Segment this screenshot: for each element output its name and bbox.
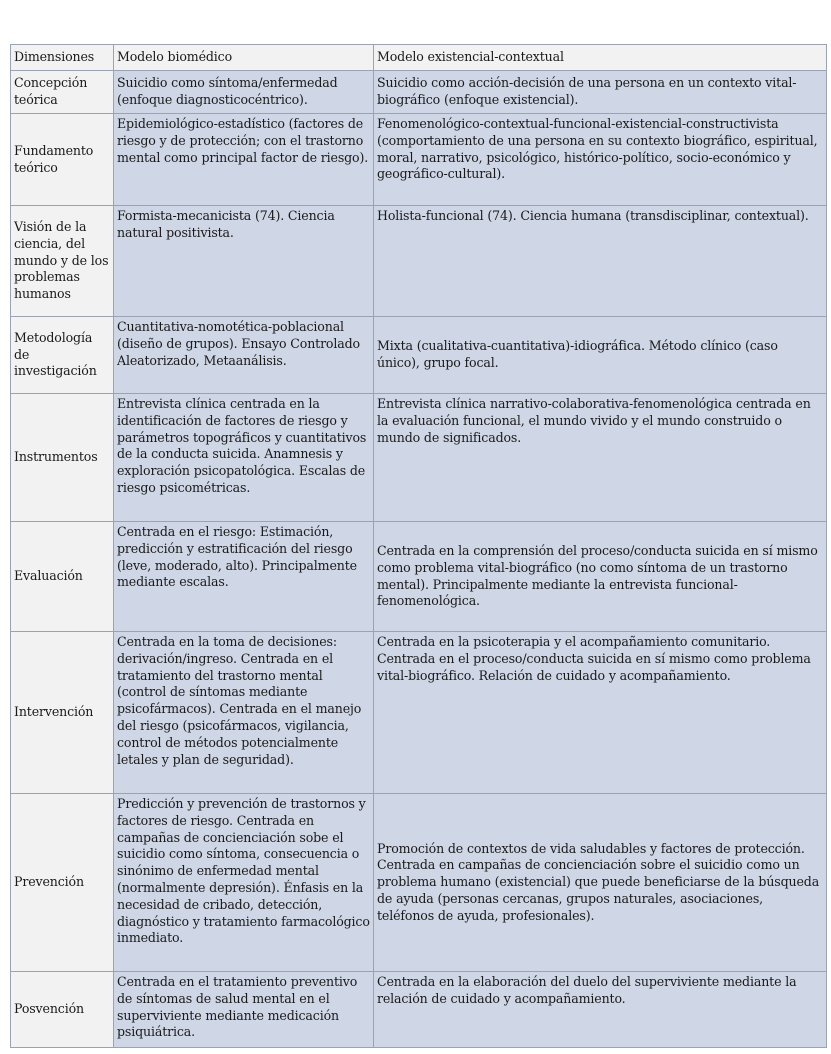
existencial-cell: Suicidio como acción-decisión de una persona en un contexto vital-biográfico (enfoque existencial). (374, 71, 827, 114)
header-dimensiones: Dimensiones (11, 45, 114, 71)
existencial-cell: Centrada en la psicoterapia y el acompañamiento comunitario. Centrada en el proceso/conducta suicida en sí mismo como problema vital-biográfico. Relación de cuidado y acompañamiento. (374, 632, 827, 794)
biomedico-cell: Centrada en el tratamiento preventivo de síntomas de salud mental en el superviviente mediante medicación psiquiátrica. (114, 972, 374, 1048)
existencial-cell: Centrada en la comprensión del proceso/conducta suicida en sí mismo como problema vital-biográfico (no como síntoma de un trastorno mental). Principalmente mediante la entrevista funcional-fenomenológica. (374, 522, 827, 632)
biomedico-cell: Epidemiológico-estadístico (factores de riesgo y de protección; con el trastorno mental como principal factor de riesgo). (114, 114, 374, 206)
table-row-posvencion (11, 972, 827, 1048)
table-row-instrumentos (11, 394, 827, 522)
dimension-cell: Intervención (11, 632, 114, 794)
header-modelo-biomedico: Modelo biomédico (114, 45, 374, 71)
dimension-cell: Concepción teórica (11, 71, 114, 114)
table-row-metodologia (11, 317, 827, 394)
existencial-cell: Mixta (cualitativa-cuantitativa)-idiográfica. Método clínico (caso único), grupo focal. (374, 317, 827, 394)
biomedico-cell: Centrada en la toma de decisiones: derivación/ingreso. Centrada en el tratamiento del trastorno mental (control de síntomas mediante psicofármacos). Centrada en el manejo del riesgo (psicofármacos, vigilancia, control de métodos potencialmente letales y plan de seguridad). (114, 632, 374, 794)
existencial-cell: Entrevista clínica narrativo-colaborativa-fenomenológica centrada en la evaluación funcional, el mundo vivido y el mundo construido o mundo de significados. (374, 394, 827, 522)
table-row-evaluacion (11, 522, 827, 632)
biomedico-cell: Suicidio como síntoma/enfermedad (enfoque diagnosticocéntrico). (114, 71, 374, 114)
table-row-fundamento (11, 114, 827, 206)
existencial-cell: Centrada en la elaboración del duelo del superviviente mediante la relación de cuidado y acompañamiento. (374, 972, 827, 1048)
dimension-cell: Evaluación (11, 522, 114, 632)
table-row-intervencion (11, 632, 827, 794)
dimension-cell: Metodología de investigación (11, 317, 114, 394)
dimension-cell: Fundamento teórico (11, 114, 114, 206)
existencial-cell: Promoción de contextos de vida saludables y factores de protección. Centrada en campañas de concienciación sobre el suicidio como un problema humano (existencial) que puede beneficiarse de la búsqueda de ayuda (personas cercanas, grupos naturales, asociaciones, teléfonos de ayuda, profesionales). (374, 794, 827, 972)
biomedico-cell: Centrada en el riesgo: Estimación, predicción y estratificación del riesgo (leve, moderado, alto). Principalmente mediante escalas. (114, 522, 374, 632)
header-modelo-existencial: Modelo existencial-contextual (374, 45, 827, 71)
biomedico-cell: Formista-mecanicista (74). Ciencia natural positivista. (114, 206, 374, 317)
table-row-prevencion (11, 794, 827, 972)
dimension-cell: Posvención (11, 972, 114, 1048)
dimension-cell: Visión de la ciencia, del mundo y de los problemas humanos (11, 206, 114, 317)
table-row-vision (11, 206, 827, 317)
table-row-concepcion (11, 71, 827, 114)
table-header-row (11, 45, 827, 71)
biomedico-cell: Cuantitativa-nomotética-poblacional (diseño de grupos). Ensayo Controlado Aleatorizado, Metaanálisis. (114, 317, 374, 394)
biomedico-cell: Entrevista clínica centrada en la identificación de factores de riesgo y parámetros topográficos y cuantitativos de la conducta suicida. Anamnesis y exploración psicopatológica. Escalas de riesgo psicométricas. (114, 394, 374, 522)
biomedico-cell: Predicción y prevención de trastornos y factores de riesgo. Centrada en campañas de concienciación sobe el suicidio como síntoma, consecuencia o sinónimo de enfermedad mental (normalmente depresión). Énfasis en la necesidad de cribado, detección, diagnóstico y tratamiento farmacológico inmediato. (114, 794, 374, 972)
dimension-cell: Prevención (11, 794, 114, 972)
comparison-table (10, 44, 827, 1048)
existencial-cell: Holista-funcional (74). Ciencia humana (transdisciplinar, contextual). (374, 206, 827, 317)
dimension-cell: Instrumentos (11, 394, 114, 522)
existencial-cell: Fenomenológico-contextual-funcional-existencial-constructivista (comportamiento de una persona en su contexto biográfico, espiritual, moral, narrativo, psicológico, histórico-político, socio-económico y geográfico-cultural). (374, 114, 827, 206)
